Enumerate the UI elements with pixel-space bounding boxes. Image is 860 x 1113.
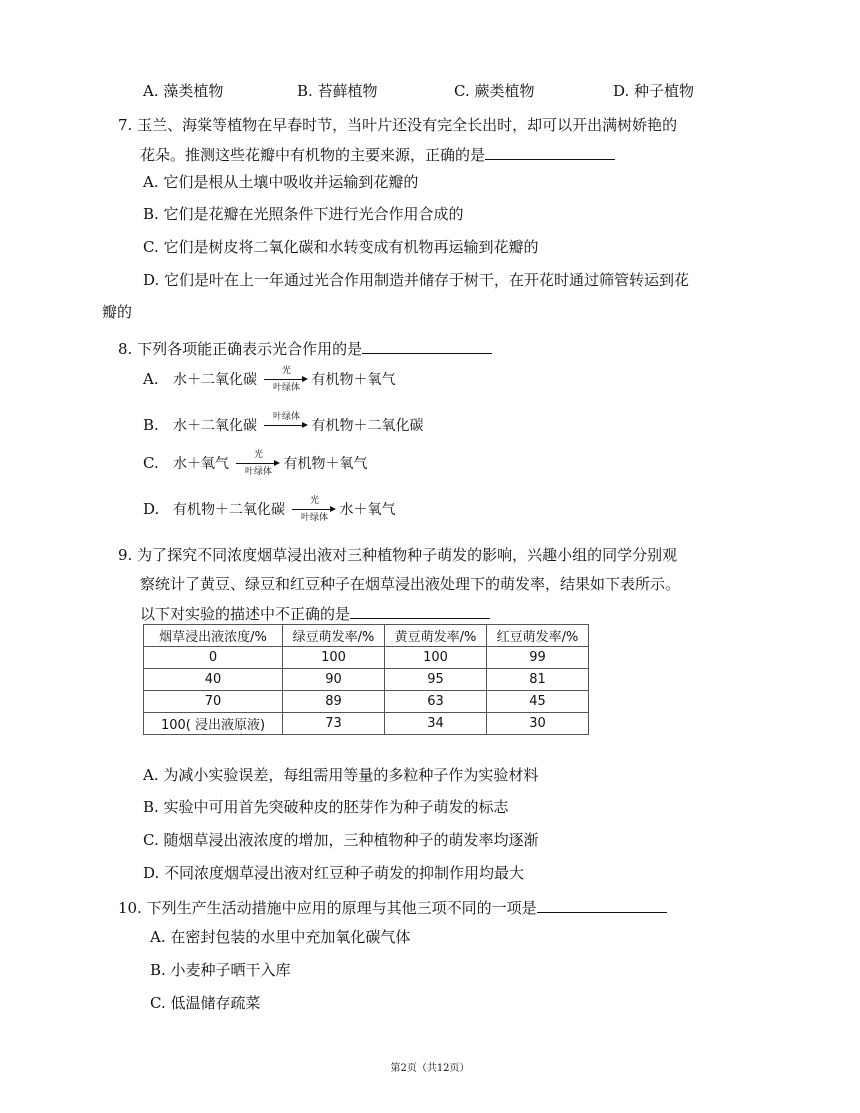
table-cell: 45 <box>487 691 589 713</box>
table-header-cell: 烟草浸出液浓度/% <box>144 625 283 647</box>
q8-option-c-right: 有机物＋氧气 <box>283 456 368 472</box>
q8-option-d-left: 有机物＋二氧化碳 <box>173 502 285 518</box>
q9-option-c: C. 随烟草浸出液浓度的增加，三种植物种子的萌发率均逐渐 <box>143 831 539 849</box>
q8-stem-text: 8. 下列各项能正确表示光合作用的是 <box>118 340 363 358</box>
reaction-arrow <box>264 412 308 436</box>
q8-option-a <box>143 366 396 393</box>
table-cell: 73 <box>283 713 385 735</box>
q7-option-b: B. 它们是花瓣在光照条件下进行光合作用合成的 <box>143 205 464 223</box>
reaction-arrow <box>292 496 336 523</box>
table-cell: 100( 浸出液原液) <box>144 713 283 735</box>
q8-option-c-left: 水＋氧气 <box>173 456 229 472</box>
table-header-row <box>144 625 589 647</box>
table-cell: 40 <box>144 669 283 691</box>
table-cell: 95 <box>385 669 487 691</box>
table-header-cell: 黄豆萌发率/% <box>385 625 487 647</box>
arrow-top-condition: 光 <box>309 496 319 506</box>
table-row <box>144 691 589 713</box>
q6-option-c: C. 蕨类植物 <box>454 82 535 100</box>
q8-option-b-right: 有机物＋二氧化碳 <box>311 418 424 434</box>
q8-option-a-label: A. <box>143 370 159 388</box>
table-cell: 89 <box>283 691 385 713</box>
table-cell: 81 <box>487 669 589 691</box>
q8-option-d-right: 水＋氧气 <box>339 502 396 518</box>
q6-option-b: B. 苔藓植物 <box>297 82 378 100</box>
q7-option-a: A. 它们是根从土壤中吸收并运输到花瓣的 <box>143 173 419 191</box>
table-row <box>144 713 589 735</box>
q10-stem <box>118 897 667 918</box>
q9-stem-line3 <box>140 603 490 624</box>
arrow-bottom-condition: 叶绿体 <box>272 383 300 393</box>
table-cell: 100 <box>385 647 487 669</box>
table-row <box>144 647 589 669</box>
table-cell: 30 <box>487 713 589 735</box>
page-footer: 第2页（共12页） <box>390 1063 470 1074</box>
q10-option-c: C. 低温储存疏菜 <box>150 994 261 1012</box>
q10-answer-blank[interactable] <box>537 897 667 913</box>
arrow-top-condition: 光 <box>253 450 263 460</box>
q10-stem-text: 10. 下列生产生活动措施中应用的原理与其他三项不同的一项是 <box>118 899 537 917</box>
q7-answer-blank[interactable] <box>485 144 615 160</box>
q8-option-d <box>143 496 396 523</box>
q8-option-d-label: D. <box>143 500 160 518</box>
q9-stem-line2: 察统计了黄豆、绿豆和红豆种子在烟草浸出液处理下的萌发率，结果如下表所示。 <box>140 575 681 593</box>
q10-option-b: B. 小麦种子晒干入库 <box>150 961 291 979</box>
q6-option-d: D. 种子植物 <box>613 82 695 100</box>
q8-option-a-right: 有机物＋氧气 <box>311 372 396 388</box>
table-header-cell: 绿豆萌发率/% <box>283 625 385 647</box>
q8-answer-blank[interactable] <box>362 338 492 354</box>
germination-table <box>143 624 589 735</box>
q8-option-b <box>143 412 424 436</box>
q8-option-c-label: C. <box>143 454 159 472</box>
q7-stem-text: 花朵。推测这些花瓣中有机物的主要来源，正确的是 <box>140 146 486 164</box>
q9-stem-text: 以下对实验的描述中不正确的是 <box>140 605 351 623</box>
arrow-bottom-condition: 叶绿体 <box>244 467 272 477</box>
q6-option-a: A. 藻类植物 <box>143 82 224 100</box>
table-header-cell: 红豆萌发率/% <box>487 625 589 647</box>
q10-option-a: A. 在密封包装的水里中充加氧化碳气体 <box>150 928 411 946</box>
q9-stem-line1: 9. 为了探究不同浓度烟草浸出液对三种植物种子萌发的影响，兴趣小组的同学分别观 <box>118 546 678 564</box>
q9-option-a: A. 为减小实验误差，每组需用等量的多粒种子作为实验材料 <box>143 766 539 784</box>
table-cell: 70 <box>144 691 283 713</box>
q7-option-d-cont: 瓣的 <box>102 303 133 321</box>
table-cell: 100 <box>283 647 385 669</box>
reaction-arrow <box>236 450 280 477</box>
q8-stem <box>118 338 492 359</box>
arrow-top-condition: 叶绿体 <box>272 412 300 422</box>
q8-option-c <box>143 450 368 477</box>
q8-option-a-left: 水＋二氧化碳 <box>173 372 257 388</box>
table-cell: 63 <box>385 691 487 713</box>
q7-stem-line1: 7. 玉兰、海棠等植物在早春时节，当叶片还没有完全长出时，却可以开出满树娇艳的 <box>118 116 678 134</box>
q8-option-b-label: B. <box>143 416 159 434</box>
arrow-top-condition: 光 <box>281 366 291 376</box>
q8-option-b-left: 水＋二氧化碳 <box>173 418 257 434</box>
q9-answer-blank[interactable] <box>350 603 490 619</box>
table-row <box>144 669 589 691</box>
q7-option-c: C. 它们是树皮将二氧化碳和水转变成有机物再运输到花瓣的 <box>143 238 539 256</box>
q9-option-d: D. 不同浓度烟草浸出液对红豆种子萌发的抑制作用均最大 <box>143 864 525 882</box>
table-cell: 90 <box>283 669 385 691</box>
q9-option-b: B. 实验中可用首先突破种皮的胚芽作为种子萌发的标志 <box>143 798 509 816</box>
q7-option-d: D. 它们是叶在上一年通过光合作用制造并储存于树干，在开花时通过筛管转运到花 <box>143 271 690 289</box>
reaction-arrow <box>264 366 308 393</box>
arrow-bottom-condition: 叶绿体 <box>300 513 328 523</box>
table-cell: 99 <box>487 647 589 669</box>
q7-stem-line2 <box>140 144 615 165</box>
table-cell: 0 <box>144 647 283 669</box>
table-cell: 34 <box>385 713 487 735</box>
